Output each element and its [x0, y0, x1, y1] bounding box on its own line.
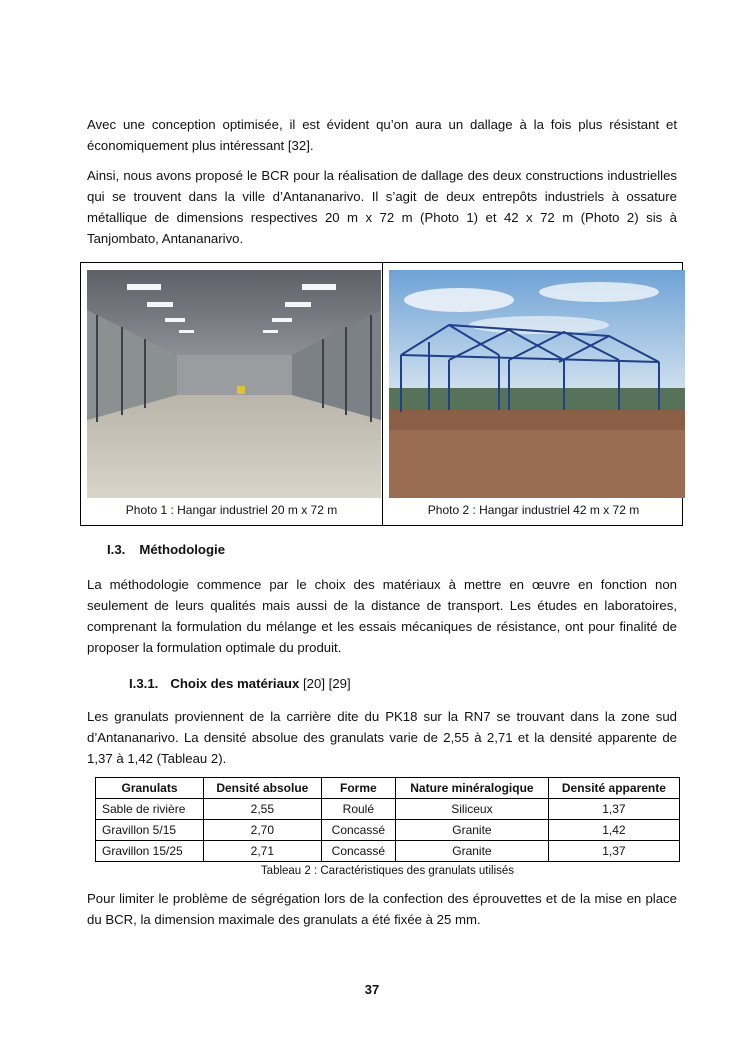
column-header: Densité absolue	[204, 778, 322, 799]
paragraph-intro: Avec une conception optimisée, il est évident qu’on aura un dallage à la fois plus résistant et économiquement plus intéressant [32].	[87, 117, 677, 153]
photo-figure	[80, 262, 683, 526]
column-header: Granulats	[96, 778, 204, 799]
figure-divider	[382, 263, 383, 525]
table-header-row	[96, 778, 680, 799]
table-cell: Gravillon 15/25	[96, 841, 204, 862]
table-cell: 2,71	[204, 841, 322, 862]
table-row	[96, 799, 680, 820]
section-title: Méthodologie	[139, 542, 226, 557]
subsection-title: Choix des matériaux	[170, 676, 300, 691]
subsection-heading-choix-materiaux	[129, 676, 351, 691]
column-header: Densité apparente	[548, 778, 679, 799]
photo-hangar-interior	[87, 270, 381, 498]
section-number: I.3.	[107, 542, 126, 557]
table-cell: Concassé	[321, 841, 395, 862]
paragraph-granulats: Les granulats proviennent de la carrière dite du PK18 sur la RN7 se trouvant dans la zone sud d’Antananarivo. La densité absolue des granulats varie de 2,55 à 2,71 et la densité apparente de 1,37 à 1,42 (Tableau 2).	[87, 709, 677, 766]
table-cell: 1,42	[548, 820, 679, 841]
paragraph-proposal: Ainsi, nous avons proposé le BCR pour la réalisation de dallage des deux constructions industrielles qui se trouvent dans la ville d’Antananarivo. Il s’agit de deux entrepôts industriels à ossature métallique de dimensions respectives 20 m x 72 m (Photo 1) et 42 x 72 m (Photo 2) sis à Tanjombato, Antananarivo.	[87, 168, 677, 246]
photo1-caption: Photo 1 : Hangar industriel 20 m x 72 m	[125, 503, 338, 517]
table-cell: 2,70	[204, 820, 322, 841]
column-header: Forme	[321, 778, 395, 799]
table-row	[96, 841, 680, 862]
table-cell: Concassé	[321, 820, 395, 841]
section-heading-methodologie	[107, 542, 225, 557]
paragraph-methodology: La méthodologie commence par le choix des matériaux à mettre en œuvre en fonction non seulement de leurs qualités mais aussi de la distance de transport. Les études en laboratoires, comprenant la formulation du mélange et les essais mécaniques de résistance, ont pour finalité de proposer la formulation optimale du produit.	[87, 577, 677, 655]
table-cell: Granite	[396, 820, 549, 841]
column-header: Nature minéralogique	[396, 778, 549, 799]
table-cell: 1,37	[548, 841, 679, 862]
photo2-caption: Photo 2 : Hangar industriel 42 m x 72 m	[427, 503, 640, 517]
paragraph-segregation: Pour limiter le problème de ségrégation lors de la confection des éprouvettes et de la mise en place du BCR, la dimension maximale des granulats a été fixée à 25 mm.	[87, 891, 677, 927]
table-cell: Siliceux	[396, 799, 549, 820]
table-cell: Roulé	[321, 799, 395, 820]
table-cell: Granite	[396, 841, 549, 862]
table-cell: Gravillon 5/15	[96, 820, 204, 841]
subsection-number: I.3.1.	[129, 676, 159, 691]
granulats-table	[95, 777, 680, 862]
table-cell: Sable de rivière	[96, 799, 204, 820]
table-row	[96, 820, 680, 841]
table-cell: 1,37	[548, 799, 679, 820]
page-number: 37	[364, 982, 380, 997]
table-cell: 2,55	[204, 799, 322, 820]
subsection-refs: [20] [29]	[303, 676, 351, 691]
photo-steel-frame	[389, 270, 685, 498]
table-caption: Tableau 2 : Caractéristiques des granulats utilisés	[260, 865, 515, 877]
